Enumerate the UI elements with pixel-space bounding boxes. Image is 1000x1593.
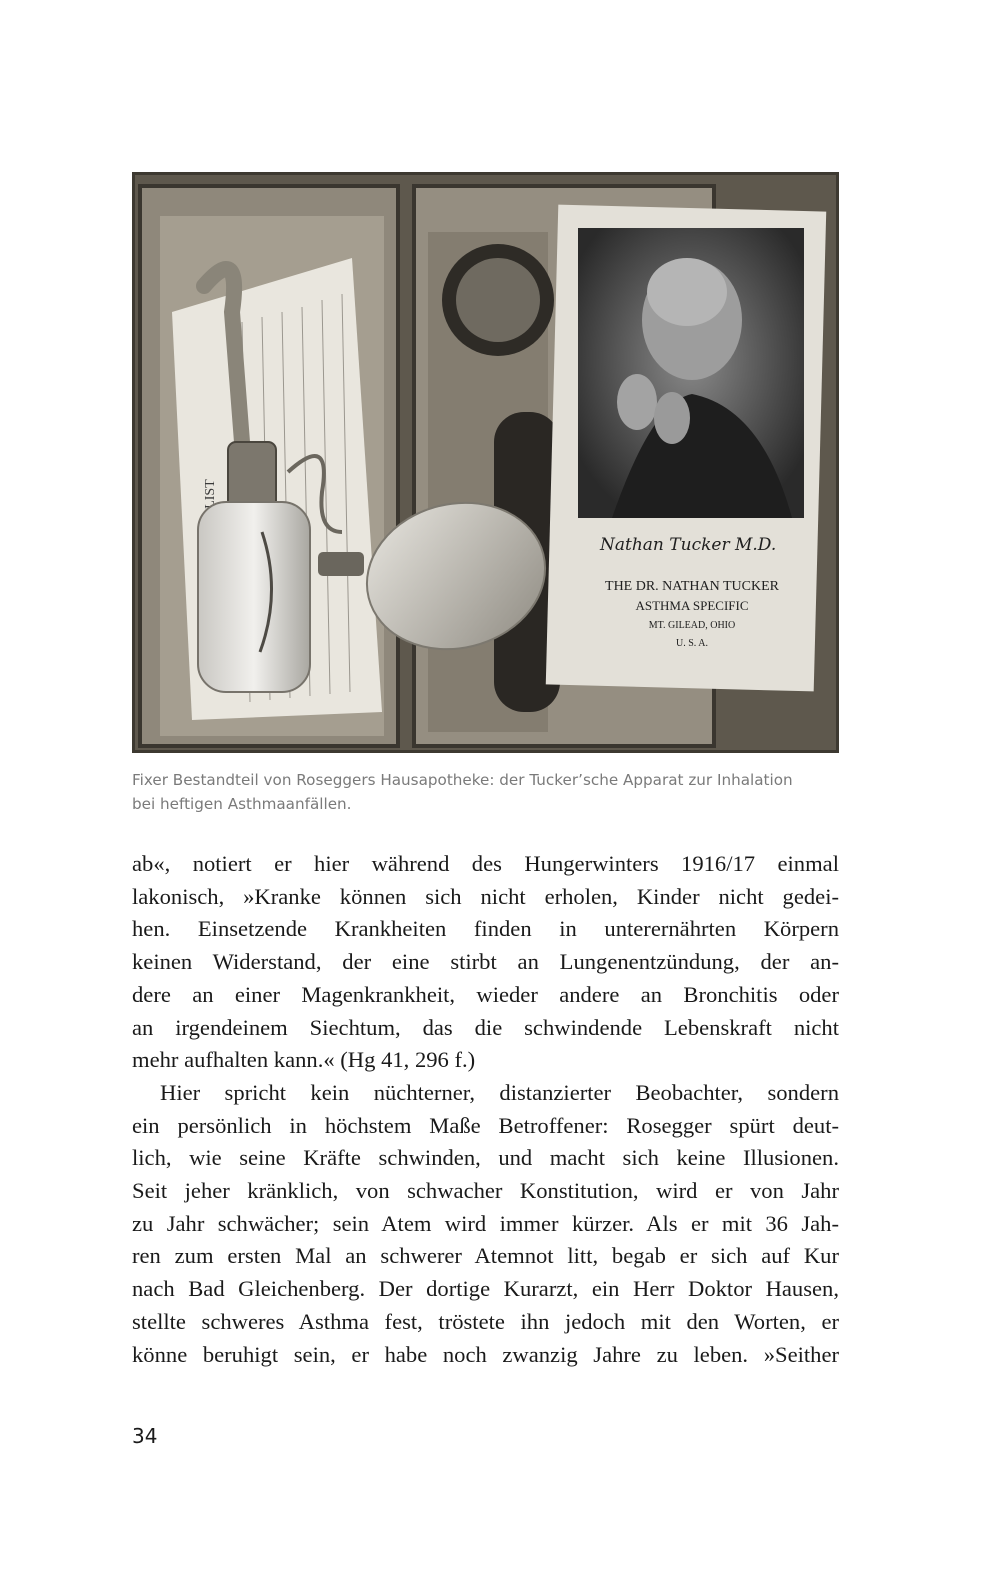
text-line: ein persönlich in höchstem Maße Betroffener: Rosegger spürt deut-	[132, 1112, 839, 1138]
caption-line: Fixer Bestandteil von Roseggers Hausapotheke: der Tucker’sche Apparat zur Inhalation	[132, 771, 793, 789]
figure-caption	[132, 768, 839, 816]
text-line: lakonisch, »Kranke können sich nicht erholen, Kinder nicht gedei-	[132, 883, 839, 909]
paragraph-start-line: Hier spricht kein nüchterner, distanzierter Beobachter, sondern	[160, 1079, 839, 1105]
inhaler-photo	[132, 172, 839, 753]
text-line: hen. Einsetzende Krankheiten finden in unterernährten Körpern	[132, 916, 839, 942]
card-line-4: U. S. A.	[676, 638, 708, 649]
text-line: nach Bad Gleichenberg. Der dortige Kurarzt, ein Herr Doktor Hausen,	[132, 1276, 839, 1302]
card-line-3: MT. GILEAD, OHIO	[648, 620, 736, 631]
text-line: stellte schweres Asthma fest, tröstete ihn jedoch mit den Worten, er	[132, 1308, 839, 1334]
text-line: mehr aufhalten kann.« (Hg 41, 296 f.)	[132, 1047, 476, 1073]
figure-photo	[132, 172, 839, 753]
caption-line: bei heftigen Asthmaanfällen.	[132, 795, 352, 813]
page-number: 34	[132, 1424, 158, 1448]
text-line: könne beruhigt sein, er habe noch zwanzig Jahre zu leben. »Seither	[132, 1341, 839, 1367]
text-line: lich, wie seine Kräfte schwinden, und macht sich keine Illusionen.	[132, 1145, 839, 1171]
text-line: keinen Widerstand, der eine stirbt an Lungenentzündung, der an-	[132, 949, 839, 975]
text-line: ren zum ersten Mal an schwerer Atemnot litt, begab er sich auf Kur	[132, 1243, 839, 1269]
card-line-1: THE DR. NATHAN TUCKER	[605, 579, 779, 594]
card-signature: Nathan Tucker M.D.	[600, 535, 777, 555]
text-line: zu Jahr schwächer; sein Atem wird immer kürzer. Als er mit 36 Jah-	[132, 1210, 839, 1236]
text-line: Seit jeher kränklich, von schwacher Konstitution, wird er von Jahr	[132, 1178, 839, 1204]
body-text	[132, 848, 839, 1371]
card-line-2: ASTHMA SPECIFIC	[635, 598, 749, 613]
text-line: an irgendeinem Siechtum, das die schwindende Lebenskraft nicht	[132, 1014, 839, 1040]
text-line: dere an einer Magenkrankheit, wieder andere an Bronchitis oder	[132, 981, 839, 1007]
text-line: ab«, notiert er hier während des Hungerwinters 1916/17 einmal	[132, 851, 839, 876]
